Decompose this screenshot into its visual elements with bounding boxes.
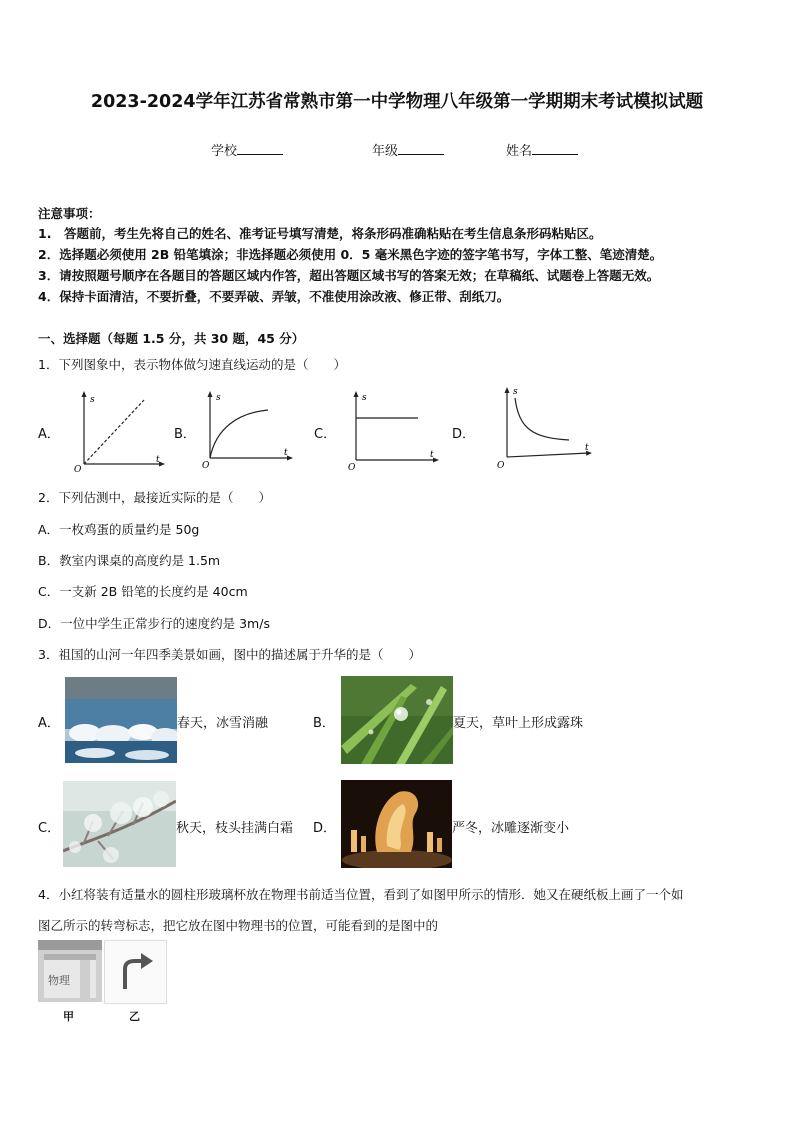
notice-item-4: 4．保持卡面清洁，不要折叠，不要弄破、弄皱，不准使用涂改液、修正带、刮纸刀。 [38, 289, 510, 304]
q4-figure-yi [104, 940, 167, 1004]
q2-option-c[interactable]: C．一支新 2B 铅笔的长度约是 40cm [38, 584, 248, 599]
q1-a-origin: O [74, 465, 82, 473]
q1-graph-c [344, 388, 444, 473]
q3-option-b-label[interactable]: B． [313, 716, 335, 731]
section-heading: 一、选择题（每题 1.5 分，共 30 题，45 分） [38, 331, 305, 346]
q3-option-d-text: 严冬，冰雕逐渐变小 [452, 821, 570, 836]
page-title: 2023-2024学年江苏省常熟市第一中学物理八年级第一学期期末考试模拟试题 [90, 92, 704, 112]
q1-d-axis-s: s [513, 387, 518, 397]
q1-stem: 1．下列图象中，表示物体做匀速直线运动的是（ ） [38, 357, 346, 372]
q3-option-a-label[interactable]: A． [38, 716, 60, 731]
q2-option-b[interactable]: B．教室内课桌的高度约是 1.5m [38, 553, 221, 568]
q1-d-axis-t: t [585, 443, 589, 453]
q1-option-d-label[interactable]: D． [452, 427, 476, 442]
q3-stem: 3．祖国的山河一年四季美景如画，图中的描述属于升华的是（ ） [38, 647, 421, 662]
q4-figure-jia [38, 940, 102, 1002]
q1-option-a-label[interactable]: A． [38, 427, 60, 442]
q4-book-text: 物理 [48, 974, 70, 987]
notice-heading: 注意事项： [38, 206, 101, 221]
grade-label: 年级 [372, 144, 399, 159]
name-field [506, 140, 578, 159]
q1-graph-b [198, 388, 298, 473]
q1-d-origin: O [497, 461, 505, 471]
q2-option-d[interactable]: D．一位中学生正常步行的速度约是 3m/s [38, 616, 270, 631]
q1-a-axis-s: s [90, 395, 95, 405]
q3-option-d-label[interactable]: D． [313, 821, 337, 836]
q3-option-c-text: 秋天，枝头挂满白霜 [176, 821, 294, 836]
notice-item-2: 2．选择题必须使用 2B 铅笔填涂；非选择题必须使用 0．5 毫米黑色字迹的签字笔书写，字体工整、笔迹清楚。 [38, 247, 663, 262]
q1-graph-d [493, 384, 598, 472]
q1-b-axis-t: t [284, 448, 288, 458]
name-label: 姓名 [506, 144, 533, 159]
q4-stem-line1: 4．小红将装有适量水的圆柱形玻璃杯放在物理书前适当位置，看到了如图甲所示的情形．她又在硬纸板上画了一个如 [38, 887, 684, 902]
q1-graph-a [70, 388, 170, 473]
q1-c-axis-s: s [362, 393, 367, 403]
q3-option-c-label[interactable]: C． [38, 821, 61, 836]
q1-option-b-label[interactable]: B． [174, 427, 196, 442]
q3-option-a-text: 春天，冰雪消融 [177, 716, 269, 731]
q1-b-axis-s: s [216, 393, 221, 403]
notice-item-1: 1. 答题前，考生先将自己的姓名、准考证号填写清楚，将条形码准确粘贴在考生信息条形码粘贴区。 [38, 226, 602, 241]
q3-option-b-text: 夏天，草叶上形成露珠 [453, 716, 584, 731]
q3-photo-frost-branches [63, 781, 176, 867]
q4-label-yi: 乙 [129, 1010, 140, 1023]
school-label: 学校 [211, 144, 238, 159]
school-blank[interactable] [237, 142, 283, 155]
q1-c-axis-t: t [430, 450, 434, 460]
q1-c-origin: O [348, 463, 356, 473]
q4-stem-line2: 图乙所示的转弯标志，把它放在图中物理书的位置，可能看到的是图中的 [38, 918, 439, 933]
grade-field [372, 140, 444, 159]
q4-label-jia: 甲 [63, 1010, 74, 1023]
q1-a-axis-t: t [156, 455, 160, 465]
q2-option-a[interactable]: A．一枚鸡蛋的质量约是 50g [38, 522, 200, 537]
school-field [211, 140, 283, 159]
q1-option-c-label[interactable]: C． [314, 427, 337, 442]
grade-blank[interactable] [398, 142, 444, 155]
q1-b-origin: O [202, 461, 210, 471]
notice-item-3: 3．请按照题号顺序在各题目的答题区域内作答，超出答题区域书写的答案无效；在草稿纸、试题卷上答题无效。 [38, 268, 660, 283]
q3-photo-dew-on-grass [341, 676, 453, 764]
q3-photo-ice-sculpture [341, 780, 452, 868]
q2-stem: 2．下列估测中，最接近实际的是（ ） [38, 490, 271, 505]
q3-photo-snow-melting [65, 677, 177, 763]
name-blank[interactable] [532, 142, 578, 155]
